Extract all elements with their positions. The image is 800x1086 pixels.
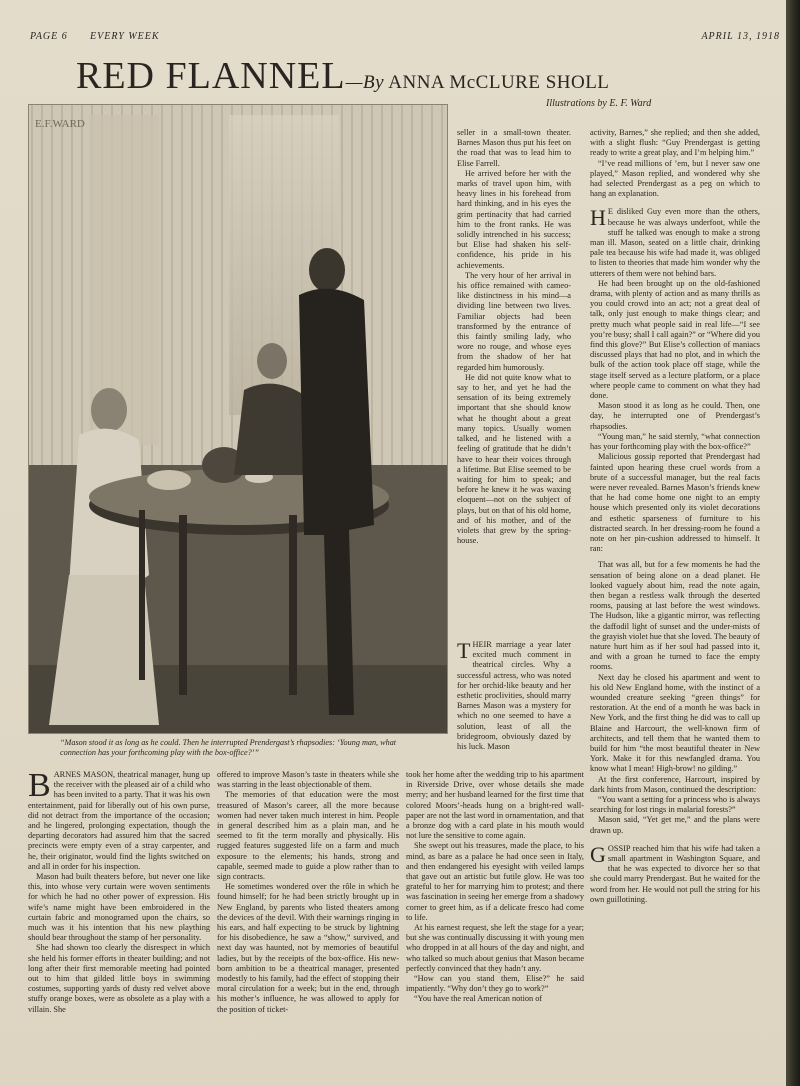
paragraph: That was all, but for a few moments he had the sensation of being alone on a dead planet. He looked vaguely about him, read the note again, then began a restless walk through the deserted rooms, pausing at last before the west windows. The Hudson, like a gigantic mirror, was reflecting the daffodil light of sunset and the under-mists of the grayish violet hue that she loved. The beauty of nature hurt him as if her soul had passed into it, and with a groan he turned to face the empty rooms. <box>590 560 760 672</box>
running-header <box>30 31 780 45</box>
byline-prefix: —By <box>345 72 385 93</box>
paragraph: The very hour of her arrival in his office remained with cameo-like distinctness in his mind—a dividing line between two lives. Familiar objects had been transformed by the entrance of this faintly smiling lady, who wore no rouge, and whose eyes from the shadow of her hat regarded him humorously. <box>457 270 571 372</box>
paragraph: activity, Barnes,” she replied; and then she added, with a slight flush: “Guy Prendergast is getting ready to write a great play, and I’m helping him.” <box>590 128 760 158</box>
paragraph: She had shown too clearly the disrespect in which she held his former efforts in theater building; and not long after their first memorable meeting had pointed out to him that gilded little boys in swimming costumes, supporting yards of dusty red velvet above stuffy orange boxes, were as obsolete as a play with a villain. She <box>28 943 210 1014</box>
paragraph: He arrived before her with the marks of travel upon him, with heavy lines in his forehead from hard thinking, and in his eyes the grim pertinacity that had carried him to the front ranks. He was solidly intrenched in his success; but Elise had shaken his self-confidence, his pride in his achievements. <box>457 168 571 270</box>
author-name: ANNA McCLURE SHOLL <box>388 72 610 93</box>
paragraph: Malicious gossip reported that Prendergast had fainted upon hearing these cruel words from a brute of a successful manager, but the real facts were never revealed. Barnes Mason’s friends knew that he had come home one night to an empty house which presented only its violet decorations and esthetic sparseness of furniture to his distracted search. In her dressing-room he found a note on her pin-cushion addressed to himself. It ran: <box>590 452 760 554</box>
column-3-upper <box>457 128 571 546</box>
paragraph: “Young man,” he said sternly, “what connection has your forthcoming play with the box-office?” <box>590 431 760 452</box>
paragraph: offered to improve Mason’s taste in theaters while she was starring in the least objectionable of them. <box>217 770 399 790</box>
paragraph: Mason had built theaters before, but never one like this, into whose very curtain were woven sentiments for which he had no other power of expression. His wife’s name might have been embroidered in the curtain fabric and monogramed upon the chairs, so much was it his intention that his new plaything should bear throughout the stamp of her personality. <box>28 872 210 943</box>
magazine-name: EVERY WEEK <box>90 31 160 42</box>
paragraph: “You want a setting for a princess who is always searching for lost rings in malarial forests?” <box>590 795 760 815</box>
illustration-caption: “Mason stood it as long as he could. Then he interrupted Prendergast’s rhapsodies: ‘Young man, what connection has your forthcoming play with the box-office?’” <box>60 738 397 757</box>
paragraph: H E disliked Guy even more than the others, because he was always underfoot, while the stuff he talked was enough to make a strong man ill. Mason, seated on a little chair, drinking pale tea because his wife had made it, was obliged to listen to theories that made him wonder why the utterers of them were not behind bars. <box>590 205 760 278</box>
column-3-middle <box>457 640 571 752</box>
column-4 <box>590 128 760 905</box>
drop-cap: T <box>457 638 471 663</box>
paragraph: He sometimes wondered over the rôle in which he found himself; for he had been strictly brought up in New England, by parents who listed theaters among the devices of the devil. With their warnings ringing in his ears, and half expecting to be struck by lightning for his disobedience, he saw a “show,” survived, and next day was haunted, not by memories of beautiful ladies, but by the receipts of the box-office. His new-born ambition to be a theatrical manager, presented modestly to his family, had the effect of stopping their moral circulation for a week; but in the end, through his mother’s influence, he was allowed to apply for the position of ticket- <box>217 882 399 1014</box>
paragraph: “I’ve read millions of ’em, but I never saw one played,” Mason replied, and wondered why she had selected Prendergast as a peg on which to hang an explanation. <box>590 158 760 199</box>
illustration-credit: Illustrations by E. F. Ward <box>546 98 652 109</box>
binding-spine <box>786 0 800 1086</box>
paragraph: At his earnest request, she left the stage for a year; but she was continually discussing it with young men who dropped in at all hours of the day and night, and who talked so much about genius that Mason became perfectly convinced that they hadn’t any. <box>406 923 584 973</box>
paragraph: He did not quite know what to say to her, and yet he had the sensation of its being extremely important that she should know what he thought about a great many topics. Usually women talked, and he listened with a feeling of gratitude that he didn’t have to hear their voices through a lifetime. But Elise seemed to be waiting for him to speak; and before he knew it he was waxing eloquent—not on the subject of plays, but on that of his old home, and of his mother, and of the violets that grew by the spring-house. <box>457 372 571 546</box>
paragraph: BARNES MASON, theatrical manager, hung up the receiver with the pleased air of a child who has been invited to a party. That it was his own entertainment, paid for liberally out of his own purse, did not detract from the importance of the occasion; and he lingered, prolonging expectation, though the departing decorators had assured him that the sacred precincts were empty even of a stray carpenter, and he, their originator, would find the lights switched on and all in order for his inspection. <box>28 767 210 871</box>
paragraph: took her home after the wedding trip to his apartment in Riverside Drive, over whose details she made merry; and her husband learned for the first time that colored Moors’-heads hung on a bright-red wall-paper are not the last word in ornamentation, and that a bronze dog with a card plate in his mouth would not lure the sensitive to come again. <box>406 770 584 841</box>
page-number: PAGE 6 <box>30 31 68 42</box>
title-block <box>76 54 756 100</box>
paragraph: Mason stood it as long as he could. Then, one day, he interrupted one of Prendergast’s rhapsodies. <box>590 401 760 431</box>
illustration <box>28 104 448 734</box>
drop-cap: H <box>590 205 606 231</box>
paragraph: GOSSIP reached him that his wife had taken a small apartment in Washington Square, and that he was expected to divorce her so that she could marry Prendergast. But he waited for the word from her. He would not pull the string for his own guillotining. <box>590 841 760 904</box>
paragraph: At the first conference, Harcourt, inspired by dark hints from Mason, continued the description: <box>590 774 760 794</box>
story-title: RED FLANNEL <box>76 55 346 97</box>
column-2 <box>217 770 399 1015</box>
paragraph: seller in a small-town theater. Barnes Mason thus put his feet on the road that was to lead him to Elise Farrell. <box>457 128 571 168</box>
issue-date: APRIL 13, 1918 <box>701 31 780 42</box>
paragraph: Next day he closed his apartment and went to his old New England home, with the instinct of a wounded creature seeking “green things” for restoration. At the end of a month he was back in New York, and the first thing he did was to call up Blaine and Harcourt, the well-known firm of architects, and tell them that he wanted them to build for him “the most beautiful theater in New York. Make it for this newfangled drama. You know what I mean! High-brow! no gilding.” <box>590 672 760 774</box>
column-1 <box>28 767 210 1015</box>
drop-cap: G <box>590 841 606 867</box>
paragraph: THEIR marriage a year later excited much comment in theatrical circles. Why a successful actress, who was noted for her orchid-like beauty and her esthetic proclivities, should marry Barnes Mason was a mystery for which no one seemed to have a solution, least of all the bridegroom, obviously dazed by his luck. Mason <box>457 638 571 752</box>
byline <box>346 72 610 94</box>
paragraph: Mason said, “Yet get me,” and the plans were drawn up. <box>590 815 760 835</box>
paragraph: The memories of that education were the most treasured of Mason’s career, all the more because women had never taken much interest in him. People in general described him as a plain man, and he seemed to fit the term morally and physically. His rugged features suggested life on a farm and much exposure to the elements; his hands, strong and capable, seemed made to guide a plow rather than to sign contracts. <box>217 790 399 882</box>
paragraph: “You have the real American notion of <box>414 994 543 1004</box>
paragraph: He had been brought up on the old-fashioned drama, with plenty of action and as many thrills as you could crowd into an act; not a great deal of talk, only just enough to make things clear; and pretty much what people said in real life—“I see you’re busy; shall I call again?” or “Where did you find this glove?” But Elise’s collection of maniacs discussed plays that had no plot, and in which the bulk of the action took place off stage, while the stage itself served as a lecture platform, or a place where people came to comment on what they had done. <box>590 278 760 401</box>
drop-cap: B <box>28 767 51 804</box>
illustrator-signature: E.F.WARD <box>35 118 85 130</box>
column-3-lower <box>406 770 584 1005</box>
paragraph: She swept out his treasures, made the place, to his mind, as bare as a palace he had once seen in Italy, and then endangered his eyesight with veiled lamps that gave out an artistic but futile glow. He was too grateful to her for marrying him to protest; and there was fascination in seeing her emerge from a shadowy corner to greet him, as if a delicate fresco had come to life. <box>406 841 584 922</box>
paragraph: “How can you stand them, Elise?” he said impatiently. “Why don’t they go to work?” <box>406 974 584 994</box>
illustration-drawing <box>29 105 447 733</box>
